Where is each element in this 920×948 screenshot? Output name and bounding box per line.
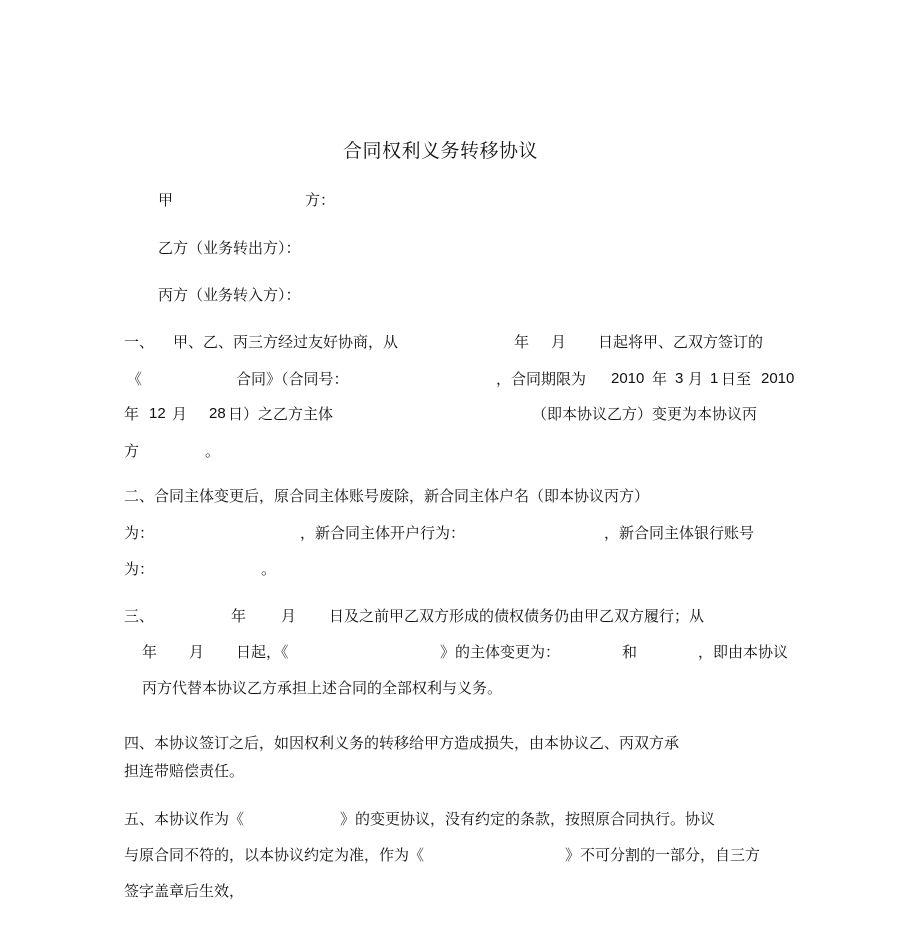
clause1-change-text: （即本协议乙方）变更为本协议丙 (532, 405, 758, 423)
clause1-start-nian: 年 (652, 370, 668, 388)
clause3-year-2: 年 (142, 643, 158, 661)
clause1-open-bracket: 《 (127, 370, 143, 388)
clause3-line1-text: 日及之前甲乙双方形成的债权债务仍由甲乙双方履行；从 (329, 607, 705, 625)
clause1-party-b-subject: 日）之乙方主体 (228, 405, 334, 423)
party-c-label: 丙方（业务转入方）： (158, 286, 301, 304)
clause3-subject-change: 》的主体变更为： (440, 643, 561, 661)
clause2-bank-label: ，新合同主体开户行为： (300, 524, 466, 542)
clause1-start-year: 2010 (611, 370, 645, 387)
clause3-and: 和 (622, 643, 638, 661)
clause1-prefix: 一、 (124, 333, 155, 351)
clause3-prefix: 三、 (124, 607, 155, 625)
clause2-wei-2: 为： (124, 560, 155, 578)
clause2-period: 。 (261, 560, 277, 578)
clause3-year-1: 年 (231, 607, 247, 625)
clause5-line1-end: 》的变更协议，没有约定的条款，按照原合同执行。协议 (340, 810, 716, 828)
clause3-line3: 丙方代替本协议乙方承担上述合同的全部权利与义务。 (142, 679, 503, 697)
clause1-term-label: ，合同期限为 (496, 370, 587, 388)
clause3-month-2: 月 (189, 643, 205, 661)
clause1-month: 月 (551, 333, 567, 351)
clause5-line2-start: 与原合同不符的，以本协议约定为准，作为《 (124, 846, 425, 864)
clause2-line1: 二、合同主体变更后，原合同主体账号废除，新合同主体户名（即本协议丙方） (124, 487, 650, 505)
clause1-end-day: 28 (209, 405, 226, 422)
party-a-label: 甲 (158, 191, 174, 209)
clause1-start-month: 3 (675, 370, 684, 387)
clause2-wei-1: 为： (124, 524, 155, 542)
clause1-year: 年 (514, 333, 530, 351)
clause5-line1-start: 五、本协议作为《 (124, 810, 245, 828)
clause1-ri-zhi: 日至 (721, 370, 752, 388)
party-b-label: 乙方（业务转出方）： (158, 239, 301, 257)
clause5-line3: 签字盖章后生效， (124, 882, 245, 900)
clause3-from-day: 日起，《 (236, 643, 289, 661)
clause1-end-year: 2010 (761, 370, 795, 387)
clause1-line1-text: 甲、乙、丙三方经过友好协商，从 (173, 333, 399, 351)
clause1-end-month: 12 (149, 405, 166, 422)
clause1-line1-end: 日起将甲、乙双方签订的 (598, 333, 764, 351)
clause4-line2: 担连带赔偿责任。 (124, 762, 245, 780)
clause1-end-nian: 年 (124, 405, 140, 423)
clause1-start-day: 1 (710, 370, 719, 387)
clause1-start-yue: 月 (688, 370, 704, 388)
clause3-month-1: 月 (281, 607, 297, 625)
clause4-line1: 四、本协议签订之后，如因权利义务的转移给甲方造成损失，由本协议乙、丙双方承 (124, 734, 680, 752)
clause1-fang: 方 (124, 442, 140, 460)
clause5-line2-end: 》不可分割的一部分，自三方 (565, 846, 761, 864)
clause3-namely: ，即由本协议 (698, 643, 789, 661)
clause1-end-yue: 月 (172, 405, 188, 423)
clause2-account-label: ，新合同主体银行账号 (604, 524, 755, 542)
document-title: 合同权利义务转移协议 (343, 140, 539, 162)
clause1-period: 。 (205, 442, 221, 460)
party-a-colon: 方： (305, 191, 336, 209)
clause1-contract-label: 合同》（合同号： (236, 370, 349, 388)
